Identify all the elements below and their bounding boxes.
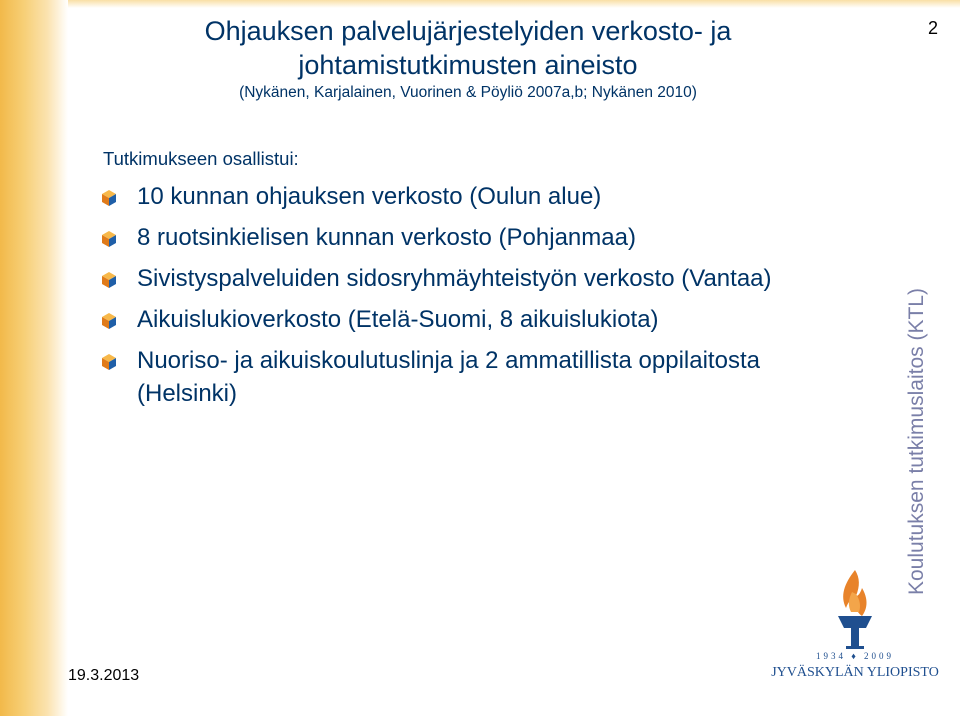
left-decor-band <box>0 0 68 716</box>
bullet-item <box>100 180 860 213</box>
title-line-2: johtamistutkimusten aineisto <box>298 50 638 80</box>
bullet-text: 8 ruotsinkielisen kunnan verkosto (Pohjanmaa) <box>137 224 636 251</box>
cube-bullet-icon <box>100 353 118 371</box>
cube-bullet-icon <box>100 312 118 330</box>
intro-text: Tutkimukseen osallistui: <box>103 148 299 169</box>
bullet-item <box>100 221 860 254</box>
logo-years: 1934 ♦ 2009 <box>815 651 895 661</box>
bullet-list <box>100 180 860 418</box>
bullet-text: Nuoriso- ja aikuiskoulutuslinja ja 2 ammatillista oppilaitosta (Helsinki) <box>137 347 760 407</box>
bullet-text: 10 kunnan ohjauksen verkosto (Oulun alue) <box>137 183 602 210</box>
university-logo <box>760 562 950 682</box>
bullet-item <box>100 262 860 295</box>
bullet-text: Aikuislukioverkosto (Etelä-Suomi, 8 aikuislukiota) <box>137 306 659 333</box>
slide-number: 2 <box>927 18 938 38</box>
bullet-text: Sivistyspalveluiden sidosryhmäyhteistyön verkosto (Vantaa) <box>137 265 772 292</box>
cube-bullet-icon <box>100 271 118 289</box>
logo-name: JYVÄSKYLÄN YLIOPISTO <box>771 665 939 680</box>
title-citation: (Nykänen, Karjalainen, Vuorinen & Pöyliö 2007a,b; Nykänen 2010) <box>239 84 697 101</box>
title-line-1: Ohjauksen palvelujärjestelyiden verkosto- ja <box>204 16 732 46</box>
bullet-item <box>100 344 860 410</box>
slide-date: 19.3.2013 <box>68 667 140 684</box>
cube-bullet-icon <box>100 189 118 207</box>
torch-icon <box>838 570 872 649</box>
bullet-item <box>100 303 860 336</box>
top-decor-band <box>68 0 960 8</box>
institute-vertical-label: Koulutuksen tutkimuslaitos (KTL) <box>905 288 928 595</box>
slide-title <box>68 14 868 104</box>
cube-bullet-icon <box>100 230 118 248</box>
